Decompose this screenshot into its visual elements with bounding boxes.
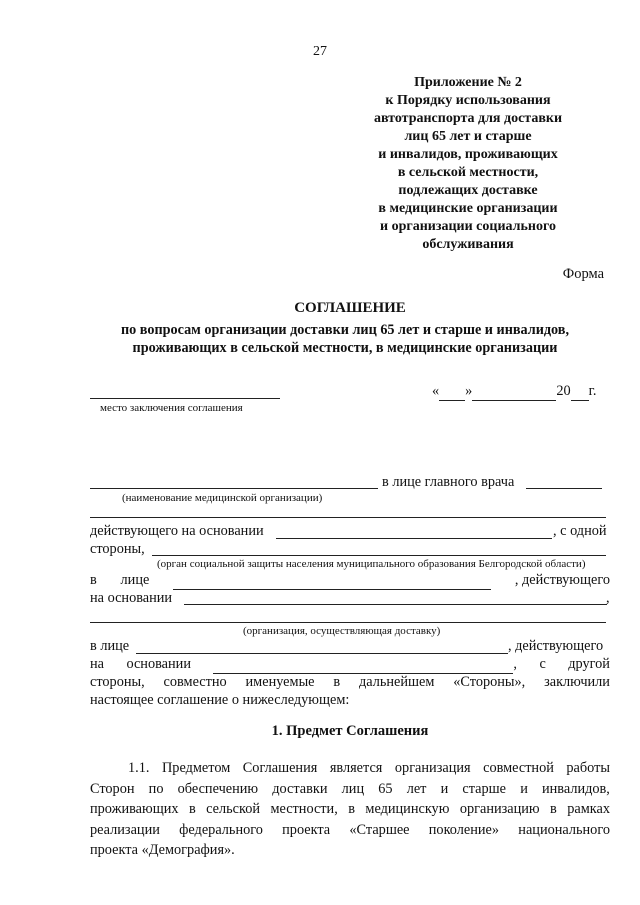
word-osnovanii: основании bbox=[126, 656, 191, 672]
appendix-line: в сельской местности, bbox=[397, 165, 539, 180]
clause-line bbox=[90, 779, 610, 800]
word: и bbox=[440, 780, 449, 797]
word: является bbox=[329, 760, 383, 776]
clause-line bbox=[90, 758, 610, 779]
acting-basis-label: действующего на основании bbox=[90, 523, 264, 539]
word: медицинскую bbox=[365, 801, 450, 817]
word: в bbox=[333, 674, 341, 690]
chief-doctor-blank bbox=[526, 488, 602, 489]
word-lice: лице bbox=[120, 572, 150, 588]
word: совместно bbox=[163, 674, 227, 690]
word: Предметом bbox=[161, 760, 231, 776]
date-year-blank bbox=[571, 383, 589, 401]
appendix-line: в медицинские организации bbox=[378, 201, 558, 216]
basis-blank bbox=[276, 538, 552, 539]
full-blank-line bbox=[90, 517, 606, 518]
med-org-blank bbox=[90, 488, 378, 489]
word: национального bbox=[518, 821, 610, 838]
clause-line: проекта «Демография». bbox=[90, 842, 235, 858]
subtitle-line: проживающих в сельской местности, в медицинские организации bbox=[132, 340, 558, 356]
clause-line bbox=[90, 820, 610, 841]
word: проекта bbox=[282, 821, 331, 838]
word: инвалидов, bbox=[542, 780, 610, 797]
appendix-line: Приложение № 2 bbox=[414, 75, 522, 90]
in-person-line bbox=[90, 572, 610, 590]
date-month-blank bbox=[472, 383, 556, 401]
word: старше bbox=[462, 780, 507, 797]
word: организацию bbox=[459, 801, 540, 817]
basis-other-side-line bbox=[90, 656, 610, 674]
word: «Старшее bbox=[349, 821, 410, 838]
word: стороны, bbox=[90, 674, 145, 690]
appendix-line: лиц 65 лет и старше bbox=[404, 129, 532, 144]
appendix-line: и инвалидов, проживающих bbox=[378, 147, 558, 162]
date-line bbox=[432, 383, 596, 401]
basis-blank-2 bbox=[184, 604, 607, 605]
document-subtitle bbox=[0, 321, 640, 357]
clause-1-1 bbox=[90, 758, 610, 861]
agreement-intro-line: настоящее соглашение о нижеследующем: bbox=[90, 692, 350, 708]
appendix-line: к Порядку использования bbox=[385, 93, 551, 108]
in-person-label-2: в лице bbox=[90, 638, 130, 654]
representative-blank-2 bbox=[136, 653, 508, 654]
appendix-line: подлежащих доставке bbox=[398, 183, 538, 198]
word-s: с bbox=[539, 656, 546, 672]
acting-label: , действующего bbox=[514, 572, 610, 588]
chief-doctor-label: в лице главного врача bbox=[382, 474, 515, 490]
word-v: в bbox=[90, 572, 97, 588]
word-na: на bbox=[90, 656, 104, 672]
word: 1.1. bbox=[128, 760, 150, 776]
word: лет bbox=[406, 780, 427, 797]
word: проживающих bbox=[90, 801, 179, 817]
word: дальнейшем bbox=[358, 674, 435, 690]
acting-label-2: , действующего bbox=[508, 638, 604, 654]
word: и bbox=[520, 780, 528, 797]
clause-line bbox=[90, 799, 610, 820]
word: заключили bbox=[544, 674, 610, 690]
med-org-caption: (наименование медицинской организации) bbox=[122, 492, 323, 504]
word: реализации bbox=[90, 821, 160, 838]
appendix-line: и организации социального bbox=[380, 219, 556, 234]
appendix-header bbox=[338, 74, 598, 254]
word: местности, bbox=[270, 801, 338, 817]
place-caption: место заключения соглашения bbox=[100, 402, 243, 414]
date-close-quote: » bbox=[465, 383, 473, 399]
date-open-quote: « bbox=[432, 383, 440, 399]
word: поколение» bbox=[428, 821, 500, 838]
word: лиц bbox=[341, 780, 365, 797]
word-drugoy: другой bbox=[568, 656, 610, 672]
side-label: стороны, bbox=[90, 541, 145, 557]
appendix-line: автотранспорта для доставки bbox=[373, 111, 563, 126]
word-comma: , bbox=[513, 656, 517, 672]
word: работы bbox=[566, 760, 610, 776]
page-number: 27 bbox=[313, 44, 327, 59]
date-year-suffix: г. bbox=[588, 383, 597, 399]
representative-blank bbox=[173, 572, 491, 590]
word: «Стороны», bbox=[453, 674, 526, 690]
word: в bbox=[188, 801, 196, 817]
word: сельской bbox=[206, 801, 261, 817]
word: Сторон bbox=[90, 780, 135, 797]
word: обеспечению bbox=[177, 780, 259, 797]
word: именуемые bbox=[245, 674, 315, 690]
word: Соглашения bbox=[242, 760, 318, 776]
date-day-blank bbox=[439, 383, 465, 401]
social-org-caption: (орган социальной защиты населения муниципального образования Белгородской области) bbox=[157, 558, 586, 570]
social-org-blank bbox=[152, 555, 606, 556]
form-label: Форма bbox=[562, 266, 604, 282]
delivery-org-caption: (организация, осуществляющая доставку) bbox=[243, 625, 441, 637]
word: федерального bbox=[179, 821, 263, 838]
section-1-title: 1. Предмет Соглашения bbox=[271, 723, 429, 739]
basis-blank-3 bbox=[213, 656, 513, 674]
word: рамках bbox=[567, 801, 610, 817]
word: по bbox=[148, 780, 164, 797]
appendix-line: обслуживания bbox=[422, 237, 514, 252]
parties-named-line bbox=[90, 674, 610, 691]
place-blank-line bbox=[90, 398, 280, 399]
word: в bbox=[550, 801, 557, 817]
subtitle-line: по вопросам организации доставки лиц 65 лет и старше и инвалидов, bbox=[120, 322, 570, 338]
word: совместной bbox=[483, 760, 554, 776]
word: организация bbox=[394, 760, 471, 776]
delivery-org-blank bbox=[90, 622, 606, 623]
word: 65 bbox=[378, 780, 393, 797]
basis-end-comma: , bbox=[606, 590, 610, 606]
word: в bbox=[348, 801, 355, 817]
on-basis-label: на основании bbox=[90, 590, 173, 606]
one-side-label: , с одной bbox=[553, 523, 607, 539]
document-title: СОГЛАШЕНИЕ bbox=[294, 300, 406, 316]
word: доставки bbox=[272, 780, 328, 797]
date-year-prefix: 20 bbox=[556, 383, 571, 399]
